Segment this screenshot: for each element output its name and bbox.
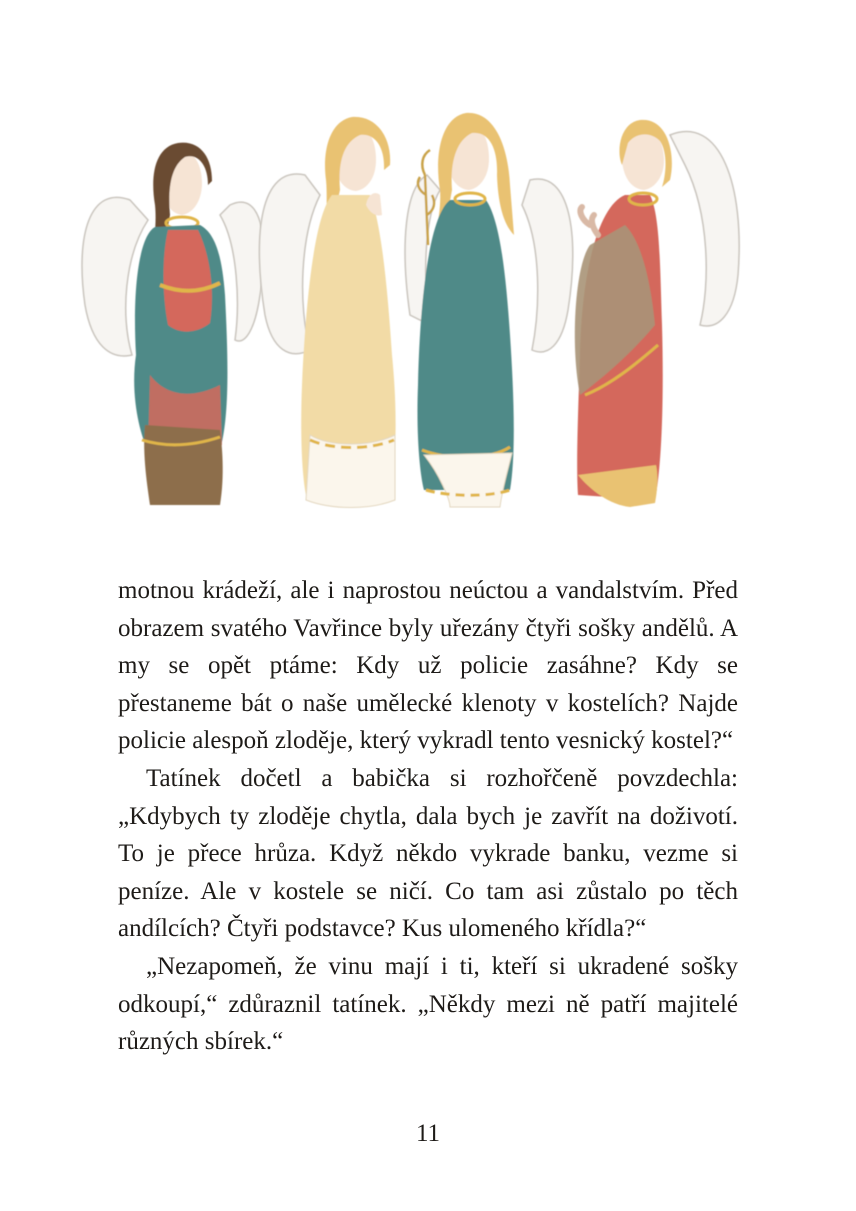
paragraph-1: motnou krádeží, ale i naprostou neúctou a vandalstvím. Před obrazem svatého Vavřince byly uřezány čtyři sošky andělů. A my se opět ptáme: Kdy už policie zasáhne? Kdy se přestaneme bát o naše umělecké klenoty v kostelích? Najde policie alespoň zloděje, který vykradl tento vesnický kostel?“ [118,577,738,755]
angel-1 [82,143,264,505]
angel-3 [405,113,573,507]
story-text [118,572,738,1061]
angel-2 [259,117,395,508]
angels-illustration [70,95,786,525]
paragraph-3: „Nezapomeň, že vinu mají i ti, kteří si ukradené sošky odkoupí,“ zdůraznil tatínek. „Někdy mezi ně patří majitelé různých sbírek.“ [118,952,738,1056]
paragraph-2: Tatínek dočetl a babička si rozhořčeně povzdechla: „Kdybych ty zloděje chytla, dala bych je zavřít na doživotí. To je přece hrůza. Když někdo vykrade banku, vezme si peníze. Ale v kostele se ničí. Co tam asi zůstalo po těch andílcích? Čtyři podstavce? Kus ulomeného křídla?“ [118,764,738,943]
page-number: 11 [415,1120,441,1147]
angel-4 [575,120,739,507]
